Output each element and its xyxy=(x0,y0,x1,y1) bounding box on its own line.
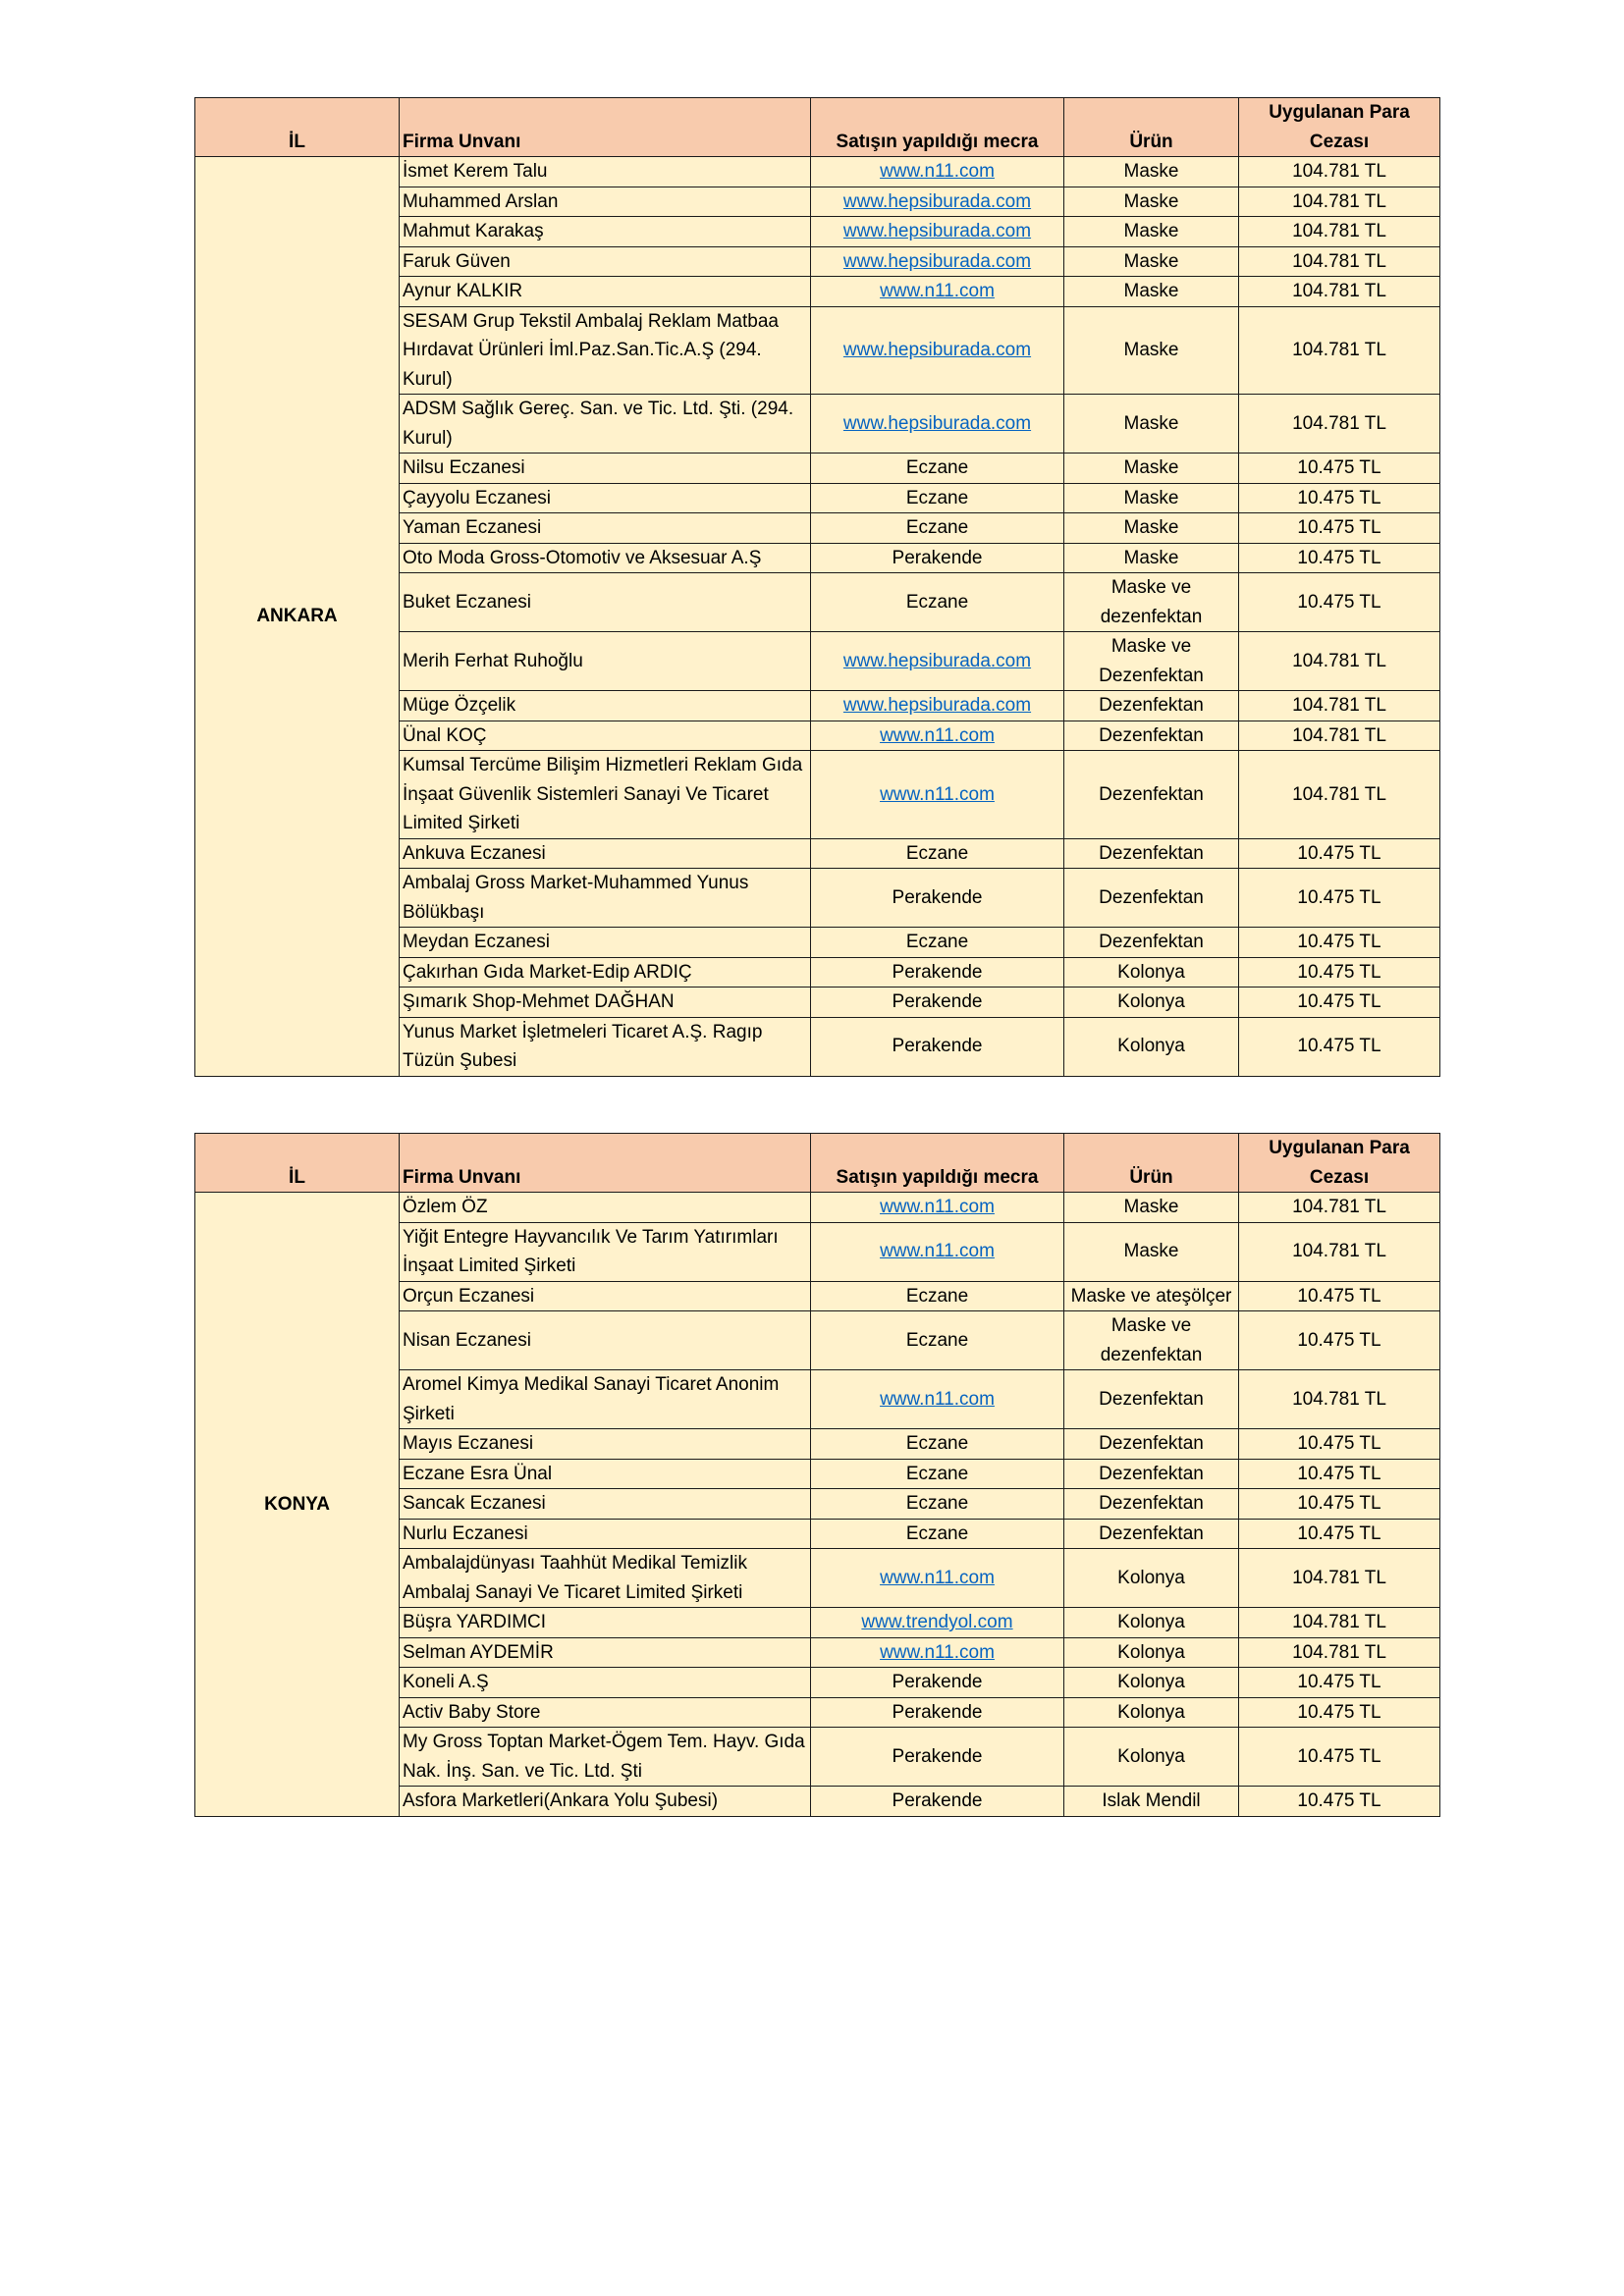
firma-cell: Çayyolu Eczanesi xyxy=(400,483,811,513)
mecra-cell xyxy=(811,1519,1064,1549)
header-row xyxy=(195,1134,1440,1193)
ceza-cell: 10.475 TL xyxy=(1239,1697,1440,1728)
firma-cell: My Gross Toptan Market-Ögem Tem. Hayv. Gıda Nak. İnş. San. ve Tic. Ltd. Şti xyxy=(400,1728,811,1787)
firma-cell: Buket Eczanesi xyxy=(400,573,811,632)
mecra-link[interactable]: www.n11.com xyxy=(880,1567,995,1588)
mecra-cell xyxy=(811,632,1064,691)
firma-cell: Nilsu Eczanesi xyxy=(400,454,811,484)
mecra-cell xyxy=(811,691,1064,721)
mecra-cell xyxy=(811,928,1064,958)
mecra-text: Perakende xyxy=(892,1701,983,1723)
firma-cell: Nurlu Eczanesi xyxy=(400,1519,811,1549)
mecra-text: Eczane xyxy=(905,842,969,864)
ceza-cell: 10.475 TL xyxy=(1239,988,1440,1018)
firma-cell: Yunus Market İşletmeleri Ticaret A.Ş. Ragıp Tüzün Şubesi xyxy=(400,1017,811,1076)
ceza-cell: 10.475 TL xyxy=(1239,513,1440,544)
mecra-cell xyxy=(811,1668,1064,1698)
mecra-cell xyxy=(811,721,1064,751)
ceza-cell: 10.475 TL xyxy=(1239,1787,1440,1817)
mecra-link[interactable]: www.hepsiburada.com xyxy=(842,695,1032,716)
firma-cell: Oto Moda Gross-Otomotiv ve Aksesuar A.Ş xyxy=(400,543,811,573)
mecra-cell xyxy=(811,246,1064,277)
mecra-cell xyxy=(811,1697,1064,1728)
mecra-text: Eczane xyxy=(905,1463,969,1484)
firma-cell: Faruk Güven xyxy=(400,246,811,277)
mecra-cell xyxy=(811,988,1064,1018)
urun-cell: Dezenfektan xyxy=(1064,1370,1239,1429)
mecra-cell xyxy=(811,1787,1064,1817)
header-ceza: Uygulanan Para Cezası xyxy=(1239,98,1440,157)
mecra-text: Perakende xyxy=(892,961,983,983)
ceza-cell: 104.781 TL xyxy=(1239,157,1440,187)
ceza-cell: 104.781 TL xyxy=(1239,1637,1440,1668)
table-header xyxy=(195,98,1440,157)
firma-cell: Müge Özçelik xyxy=(400,691,811,721)
ceza-cell: 104.781 TL xyxy=(1239,395,1440,454)
ceza-cell: 104.781 TL xyxy=(1239,277,1440,307)
urun-cell: Dezenfektan xyxy=(1064,1519,1239,1549)
urun-cell: Dezenfektan xyxy=(1064,838,1239,869)
mecra-cell xyxy=(811,838,1064,869)
firma-cell: Eczane Esra Ünal xyxy=(400,1459,811,1489)
firma-cell: Asfora Marketleri(Ankara Yolu Şubesi) xyxy=(400,1787,811,1817)
firma-cell: Merih Ferhat Ruhoğlu xyxy=(400,632,811,691)
ceza-cell: 104.781 TL xyxy=(1239,246,1440,277)
ceza-cell: 10.475 TL xyxy=(1239,838,1440,869)
mecra-cell xyxy=(811,1193,1064,1223)
table-body xyxy=(195,1193,1440,1817)
province-cell: ANKARA xyxy=(195,157,400,1077)
mecra-cell xyxy=(811,1429,1064,1460)
mecra-cell xyxy=(811,483,1064,513)
header-mecra: Satışın yapıldığı mecra xyxy=(811,98,1064,157)
mecra-cell xyxy=(811,1489,1064,1520)
mecra-cell xyxy=(811,869,1064,928)
urun-cell: Maske xyxy=(1064,187,1239,217)
firma-cell: Mahmut Karakaş xyxy=(400,217,811,247)
firma-cell: Çakırhan Gıda Market-Edip ARDIÇ xyxy=(400,957,811,988)
ceza-cell: 104.781 TL xyxy=(1239,187,1440,217)
firma-cell: Aromel Kimya Medikal Sanayi Ticaret Anonim Şirketi xyxy=(400,1370,811,1429)
ceza-cell: 10.475 TL xyxy=(1239,928,1440,958)
mecra-link[interactable]: www.hepsiburada.com xyxy=(842,221,1032,241)
urun-cell: Dezenfektan xyxy=(1064,1459,1239,1489)
urun-cell: Maske xyxy=(1064,454,1239,484)
ceza-cell: 10.475 TL xyxy=(1239,1429,1440,1460)
mecra-link[interactable]: www.n11.com xyxy=(880,1197,995,1217)
ceza-cell: 104.781 TL xyxy=(1239,721,1440,751)
mecra-link[interactable]: www.hepsiburada.com xyxy=(842,250,1032,272)
ceza-cell: 10.475 TL xyxy=(1239,543,1440,573)
header-firma: Firma Unvanı xyxy=(400,98,811,157)
mecra-text: Perakende xyxy=(892,1672,983,1692)
mecra-link[interactable]: www.n11.com xyxy=(880,783,995,805)
ceza-cell: 10.475 TL xyxy=(1239,1281,1440,1311)
firma-cell: Activ Baby Store xyxy=(400,1697,811,1728)
firma-cell: Muhammed Arslan xyxy=(400,187,811,217)
firma-cell: Ambalajdünyası Taahhüt Medikal Temizlik Ambalaj Sanayi Ve Ticaret Limited Şirketi xyxy=(400,1549,811,1608)
urun-cell: Kolonya xyxy=(1064,1549,1239,1608)
mecra-text: Eczane xyxy=(905,932,969,952)
urun-cell: Kolonya xyxy=(1064,1728,1239,1787)
ceza-cell: 10.475 TL xyxy=(1239,1311,1440,1370)
firma-cell: Ankuva Eczanesi xyxy=(400,838,811,869)
mecra-text: Eczane xyxy=(905,1433,969,1454)
province-cell: KONYA xyxy=(195,1193,400,1817)
mecra-cell xyxy=(811,1459,1064,1489)
mecra-link[interactable]: www.n11.com xyxy=(880,1388,995,1410)
mecra-link[interactable]: www.hepsiburada.com xyxy=(842,650,1032,671)
header-urun: Ürün xyxy=(1064,98,1239,157)
urun-cell: Maske xyxy=(1064,246,1239,277)
mecra-text: Eczane xyxy=(905,1493,969,1514)
ceza-cell: 104.781 TL xyxy=(1239,1608,1440,1638)
fine-table-ankara xyxy=(194,97,1440,1077)
mecra-cell xyxy=(811,454,1064,484)
ceza-cell: 10.475 TL xyxy=(1239,573,1440,632)
mecra-text: Eczane xyxy=(905,457,969,478)
urun-cell: Kolonya xyxy=(1064,1637,1239,1668)
urun-cell: Maske xyxy=(1064,1193,1239,1223)
urun-cell: Kolonya xyxy=(1064,1608,1239,1638)
ceza-cell: 104.781 TL xyxy=(1239,306,1440,395)
table-header xyxy=(195,1134,1440,1193)
ceza-cell: 104.781 TL xyxy=(1239,691,1440,721)
firma-cell: İsmet Kerem Talu xyxy=(400,157,811,187)
urun-cell: Dezenfektan xyxy=(1064,691,1239,721)
ceza-cell: 10.475 TL xyxy=(1239,1489,1440,1520)
urun-cell: Dezenfektan xyxy=(1064,928,1239,958)
mecra-link[interactable]: www.hepsiburada.com xyxy=(842,190,1032,212)
urun-cell: Maske ve ateşölçer xyxy=(1064,1281,1239,1311)
ceza-cell: 10.475 TL xyxy=(1239,454,1440,484)
mecra-cell xyxy=(811,1281,1064,1311)
firma-cell: Aynur KALKIR xyxy=(400,277,811,307)
firma-cell: Orçun Eczanesi xyxy=(400,1281,811,1311)
mecra-cell xyxy=(811,751,1064,839)
urun-cell: Maske xyxy=(1064,157,1239,187)
ceza-cell: 104.781 TL xyxy=(1239,1222,1440,1281)
mecra-text: Eczane xyxy=(905,487,969,508)
firma-cell: Ünal KOÇ xyxy=(400,721,811,751)
mecra-link[interactable]: www.trendyol.com xyxy=(861,1612,1013,1632)
table-row xyxy=(195,1193,1440,1223)
mecra-cell xyxy=(811,1222,1064,1281)
mecra-text: Eczane xyxy=(905,1329,969,1351)
ceza-cell: 104.781 TL xyxy=(1239,1370,1440,1429)
mecra-cell xyxy=(811,306,1064,395)
ceza-cell: 10.475 TL xyxy=(1239,1728,1440,1787)
ceza-cell: 10.475 TL xyxy=(1239,957,1440,988)
urun-cell: Maske ve dezenfektan xyxy=(1064,1311,1239,1370)
firma-cell: Yaman Eczanesi xyxy=(400,513,811,544)
ceza-cell: 104.781 TL xyxy=(1239,751,1440,839)
firma-cell: Nisan Eczanesi xyxy=(400,1311,811,1370)
mecra-cell xyxy=(811,957,1064,988)
mecra-link[interactable]: www.n11.com xyxy=(880,724,995,746)
urun-cell: Kolonya xyxy=(1064,988,1239,1018)
urun-cell: Dezenfektan xyxy=(1064,1429,1239,1460)
header-ceza: Uygulanan Para Cezası xyxy=(1239,1134,1440,1193)
firma-cell: Selman AYDEMİR xyxy=(400,1637,811,1668)
table-row xyxy=(195,157,1440,187)
firma-cell: Büşra YARDIMCI xyxy=(400,1608,811,1638)
mecra-link[interactable]: www.n11.com xyxy=(880,161,995,182)
firma-cell: Mayıs Eczanesi xyxy=(400,1429,811,1460)
urun-cell: Maske ve Dezenfektan xyxy=(1064,632,1239,691)
ceza-cell: 10.475 TL xyxy=(1239,869,1440,928)
urun-cell: Dezenfektan xyxy=(1064,751,1239,839)
mecra-link[interactable]: www.n11.com xyxy=(880,281,995,301)
header-il: İL xyxy=(195,1134,400,1193)
mecra-text: Perakende xyxy=(892,886,983,908)
firma-cell: Şımarık Shop-Mehmet DAĞHAN xyxy=(400,988,811,1018)
mecra-cell xyxy=(811,513,1064,544)
firma-cell: Meydan Eczanesi xyxy=(400,928,811,958)
firma-cell: Ambalaj Gross Market-Muhammed Yunus Bölükbaşı xyxy=(400,869,811,928)
mecra-text: Perakende xyxy=(892,991,983,1012)
urun-cell: Maske xyxy=(1064,395,1239,454)
header-il: İL xyxy=(195,98,400,157)
urun-cell: Maske xyxy=(1064,277,1239,307)
mecra-link[interactable]: www.n11.com xyxy=(880,1641,995,1663)
urun-cell: Dezenfektan xyxy=(1064,1489,1239,1520)
mecra-text: Perakende xyxy=(892,547,983,568)
urun-cell: Dezenfektan xyxy=(1064,869,1239,928)
mecra-text: Eczane xyxy=(905,591,969,613)
mecra-link[interactable]: www.n11.com xyxy=(880,1241,995,1262)
firma-cell: Yiğit Entegre Hayvancılık Ve Tarım Yatırımları İnşaat Limited Şirketi xyxy=(400,1222,811,1281)
ceza-cell: 10.475 TL xyxy=(1239,1519,1440,1549)
mecra-cell xyxy=(811,1017,1064,1076)
mecra-cell xyxy=(811,543,1064,573)
urun-cell: Maske xyxy=(1064,513,1239,544)
urun-cell: Kolonya xyxy=(1064,1697,1239,1728)
urun-cell: Dezenfektan xyxy=(1064,721,1239,751)
mecra-link[interactable]: www.hepsiburada.com xyxy=(842,340,1032,360)
mecra-cell xyxy=(811,1637,1064,1668)
urun-cell: Kolonya xyxy=(1064,1017,1239,1076)
mecra-cell xyxy=(811,1549,1064,1608)
fine-table-konya xyxy=(194,1133,1440,1817)
firma-cell: SESAM Grup Tekstil Ambalaj Reklam Matbaa Hırdavat Ürünleri İml.Paz.San.Tic.A.Ş (294. Kurul) xyxy=(400,306,811,395)
ceza-cell: 10.475 TL xyxy=(1239,1668,1440,1698)
header-mecra: Satışın yapıldığı mecra xyxy=(811,1134,1064,1193)
urun-cell: Maske xyxy=(1064,1222,1239,1281)
mecra-link[interactable]: www.hepsiburada.com xyxy=(842,412,1032,434)
mecra-cell xyxy=(811,157,1064,187)
urun-cell: Kolonya xyxy=(1064,957,1239,988)
urun-cell: Islak Mendil xyxy=(1064,1787,1239,1817)
header-firma: Firma Unvanı xyxy=(400,1134,811,1193)
ceza-cell: 104.781 TL xyxy=(1239,1549,1440,1608)
mecra-text: Eczane xyxy=(905,1285,969,1307)
firma-cell: Özlem ÖZ xyxy=(400,1193,811,1223)
mecra-cell xyxy=(811,1728,1064,1787)
mecra-cell xyxy=(811,1370,1064,1429)
ceza-cell: 10.475 TL xyxy=(1239,483,1440,513)
header-row xyxy=(195,98,1440,157)
mecra-text: Eczane xyxy=(905,1522,969,1544)
urun-cell: Maske ve dezenfektan xyxy=(1064,573,1239,632)
urun-cell: Kolonya xyxy=(1064,1668,1239,1698)
mecra-cell xyxy=(811,573,1064,632)
table-body xyxy=(195,157,1440,1077)
mecra-cell xyxy=(811,1311,1064,1370)
mecra-text: Eczane xyxy=(905,517,969,538)
firma-cell: ADSM Sağlık Gereç. San. ve Tic. Ltd. Şti. (294. Kurul) xyxy=(400,395,811,454)
urun-cell: Maske xyxy=(1064,483,1239,513)
mecra-text: Perakende xyxy=(892,1745,983,1767)
mecra-cell xyxy=(811,1608,1064,1638)
ceza-cell: 10.475 TL xyxy=(1239,1017,1440,1076)
mecra-cell xyxy=(811,187,1064,217)
mecra-cell xyxy=(811,395,1064,454)
firma-cell: Kumsal Tercüme Bilişim Hizmetleri Reklam Gıda İnşaat Güvenlik Sistemleri Sanayi Ve Ticaret Limited Şirketi xyxy=(400,751,811,839)
firma-cell: Koneli A.Ş xyxy=(400,1668,811,1698)
header-urun: Ürün xyxy=(1064,1134,1239,1193)
ceza-cell: 104.781 TL xyxy=(1239,1193,1440,1223)
ceza-cell: 104.781 TL xyxy=(1239,217,1440,247)
firma-cell: Sancak Eczanesi xyxy=(400,1489,811,1520)
mecra-text: Perakende xyxy=(892,1036,983,1057)
mecra-cell xyxy=(811,277,1064,307)
urun-cell: Maske xyxy=(1064,217,1239,247)
ceza-cell: 10.475 TL xyxy=(1239,1459,1440,1489)
urun-cell: Maske xyxy=(1064,543,1239,573)
ceza-cell: 104.781 TL xyxy=(1239,632,1440,691)
mecra-text: Perakende xyxy=(892,1790,983,1811)
mecra-cell xyxy=(811,217,1064,247)
urun-cell: Maske xyxy=(1064,306,1239,395)
